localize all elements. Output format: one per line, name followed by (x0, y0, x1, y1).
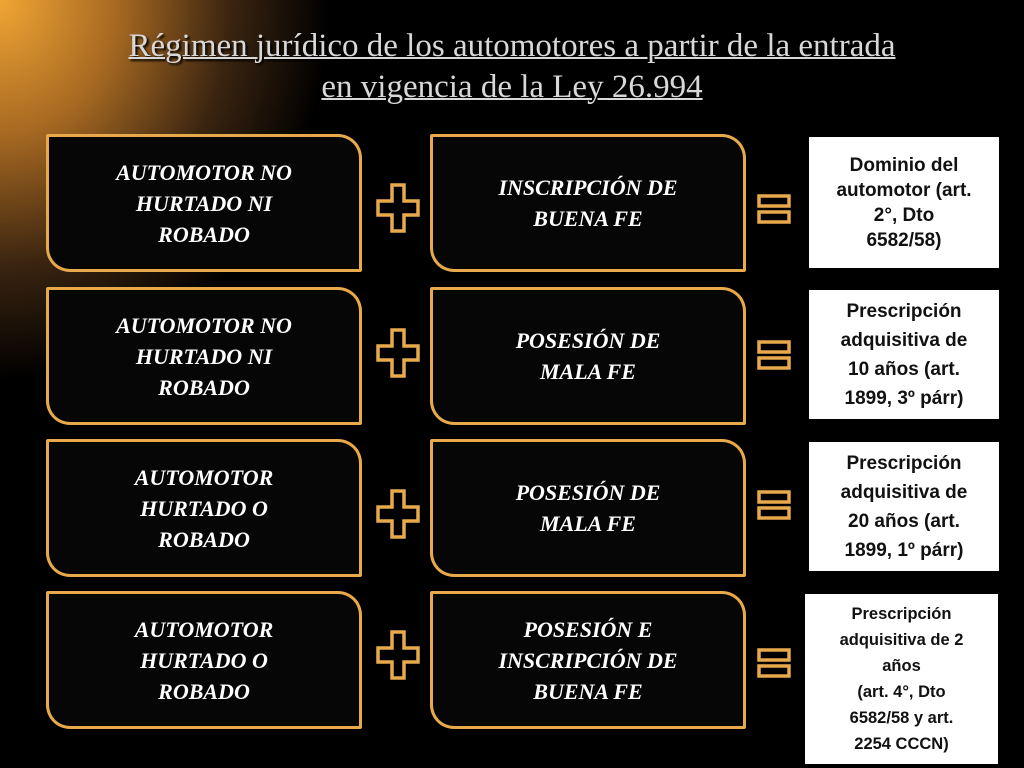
condition-box-4 (46, 591, 362, 729)
condition-box-1 (46, 134, 362, 272)
plus-icon (376, 630, 420, 680)
result-2-line-2: adquisitiva de (840, 329, 968, 351)
result-2-line-1: Prescripción (846, 300, 962, 322)
mode-1-line-1: INSCRIPCIÓN DE (498, 175, 678, 200)
result-4-line-4: (art. 4°, Dto (857, 683, 946, 701)
result-4-line-2: adquisitiva de 2 (839, 631, 964, 649)
result-4-line-1: Prescripción (851, 605, 952, 623)
condition-3-line-2: HURTADO O (140, 495, 268, 521)
mode-4-line-2: INSCRIPCIÓN DE (498, 647, 678, 673)
equals-icon (757, 490, 791, 520)
condition-2-line-2: HURTADO NI (135, 343, 273, 369)
mode-3-line-2: MALA FE (540, 511, 636, 536)
result-3-line-2: adquisitiva de (840, 481, 968, 503)
result-box-3 (809, 442, 999, 571)
result-4-line-6: 2254 CCCN) (854, 735, 949, 753)
mode-box-3 (430, 439, 746, 577)
condition-4-line-2: HURTADO O (140, 647, 268, 673)
mode-2-line-1: POSESIÓN DE (515, 328, 661, 353)
condition-1-line-3: ROBADO (158, 221, 250, 247)
mode-box-2 (430, 287, 746, 425)
result-1-line-1: Dominio del (849, 154, 959, 176)
condition-2-line-1: AUTOMOTOR NO (116, 312, 292, 338)
result-box-2 (809, 290, 999, 419)
mode-4-line-1: POSESIÓN E (523, 616, 653, 642)
result-2-line-4: 1899, 3º párr) (844, 387, 964, 409)
result-1-line-4: 6582/58) (866, 229, 942, 251)
mode-1-line-2: BUENA FE (533, 206, 643, 231)
result-box-4 (805, 594, 998, 764)
title-line-2: en vigencia de la Ley 26.994 (321, 69, 703, 105)
title-line-1: Régimen jurídico de los automotores a partir de la entrada (128, 28, 896, 64)
result-4-line-5: 6582/58 y art. (849, 709, 954, 727)
mode-4-line-3: BUENA FE (533, 678, 643, 704)
condition-4-line-1: AUTOMOTOR (134, 616, 274, 642)
equals-icon (757, 648, 791, 678)
result-3-line-4: 1899, 1º párr) (844, 539, 964, 561)
equals-icon (757, 340, 791, 370)
page-title (40, 26, 984, 108)
equals-icon (757, 194, 791, 224)
result-1-line-3: 2°, Dto (873, 204, 935, 226)
condition-box-3 (46, 439, 362, 577)
result-3-line-3: 20 años (art. (848, 510, 960, 532)
result-2-line-3: 10 años (art. (848, 358, 960, 380)
condition-4-line-3: ROBADO (158, 678, 250, 704)
result-1-line-2: automotor (art. (836, 179, 972, 201)
mode-3-line-1: POSESIÓN DE (515, 480, 661, 505)
mode-box-1 (430, 134, 746, 272)
condition-2-line-3: ROBADO (158, 374, 250, 400)
condition-1-line-1: AUTOMOTOR NO (116, 159, 292, 185)
condition-box-2 (46, 287, 362, 425)
mode-box-4 (430, 591, 746, 729)
plus-icon (376, 183, 420, 233)
condition-3-line-1: AUTOMOTOR (134, 464, 274, 490)
result-3-line-1: Prescripción (846, 452, 962, 474)
condition-1-line-2: HURTADO NI (135, 190, 273, 216)
mode-2-line-2: MALA FE (540, 359, 636, 384)
result-4-line-3: años (882, 657, 921, 675)
condition-3-line-3: ROBADO (158, 526, 250, 552)
plus-icon (376, 328, 420, 378)
result-box-1 (809, 137, 999, 268)
plus-icon (376, 489, 420, 539)
